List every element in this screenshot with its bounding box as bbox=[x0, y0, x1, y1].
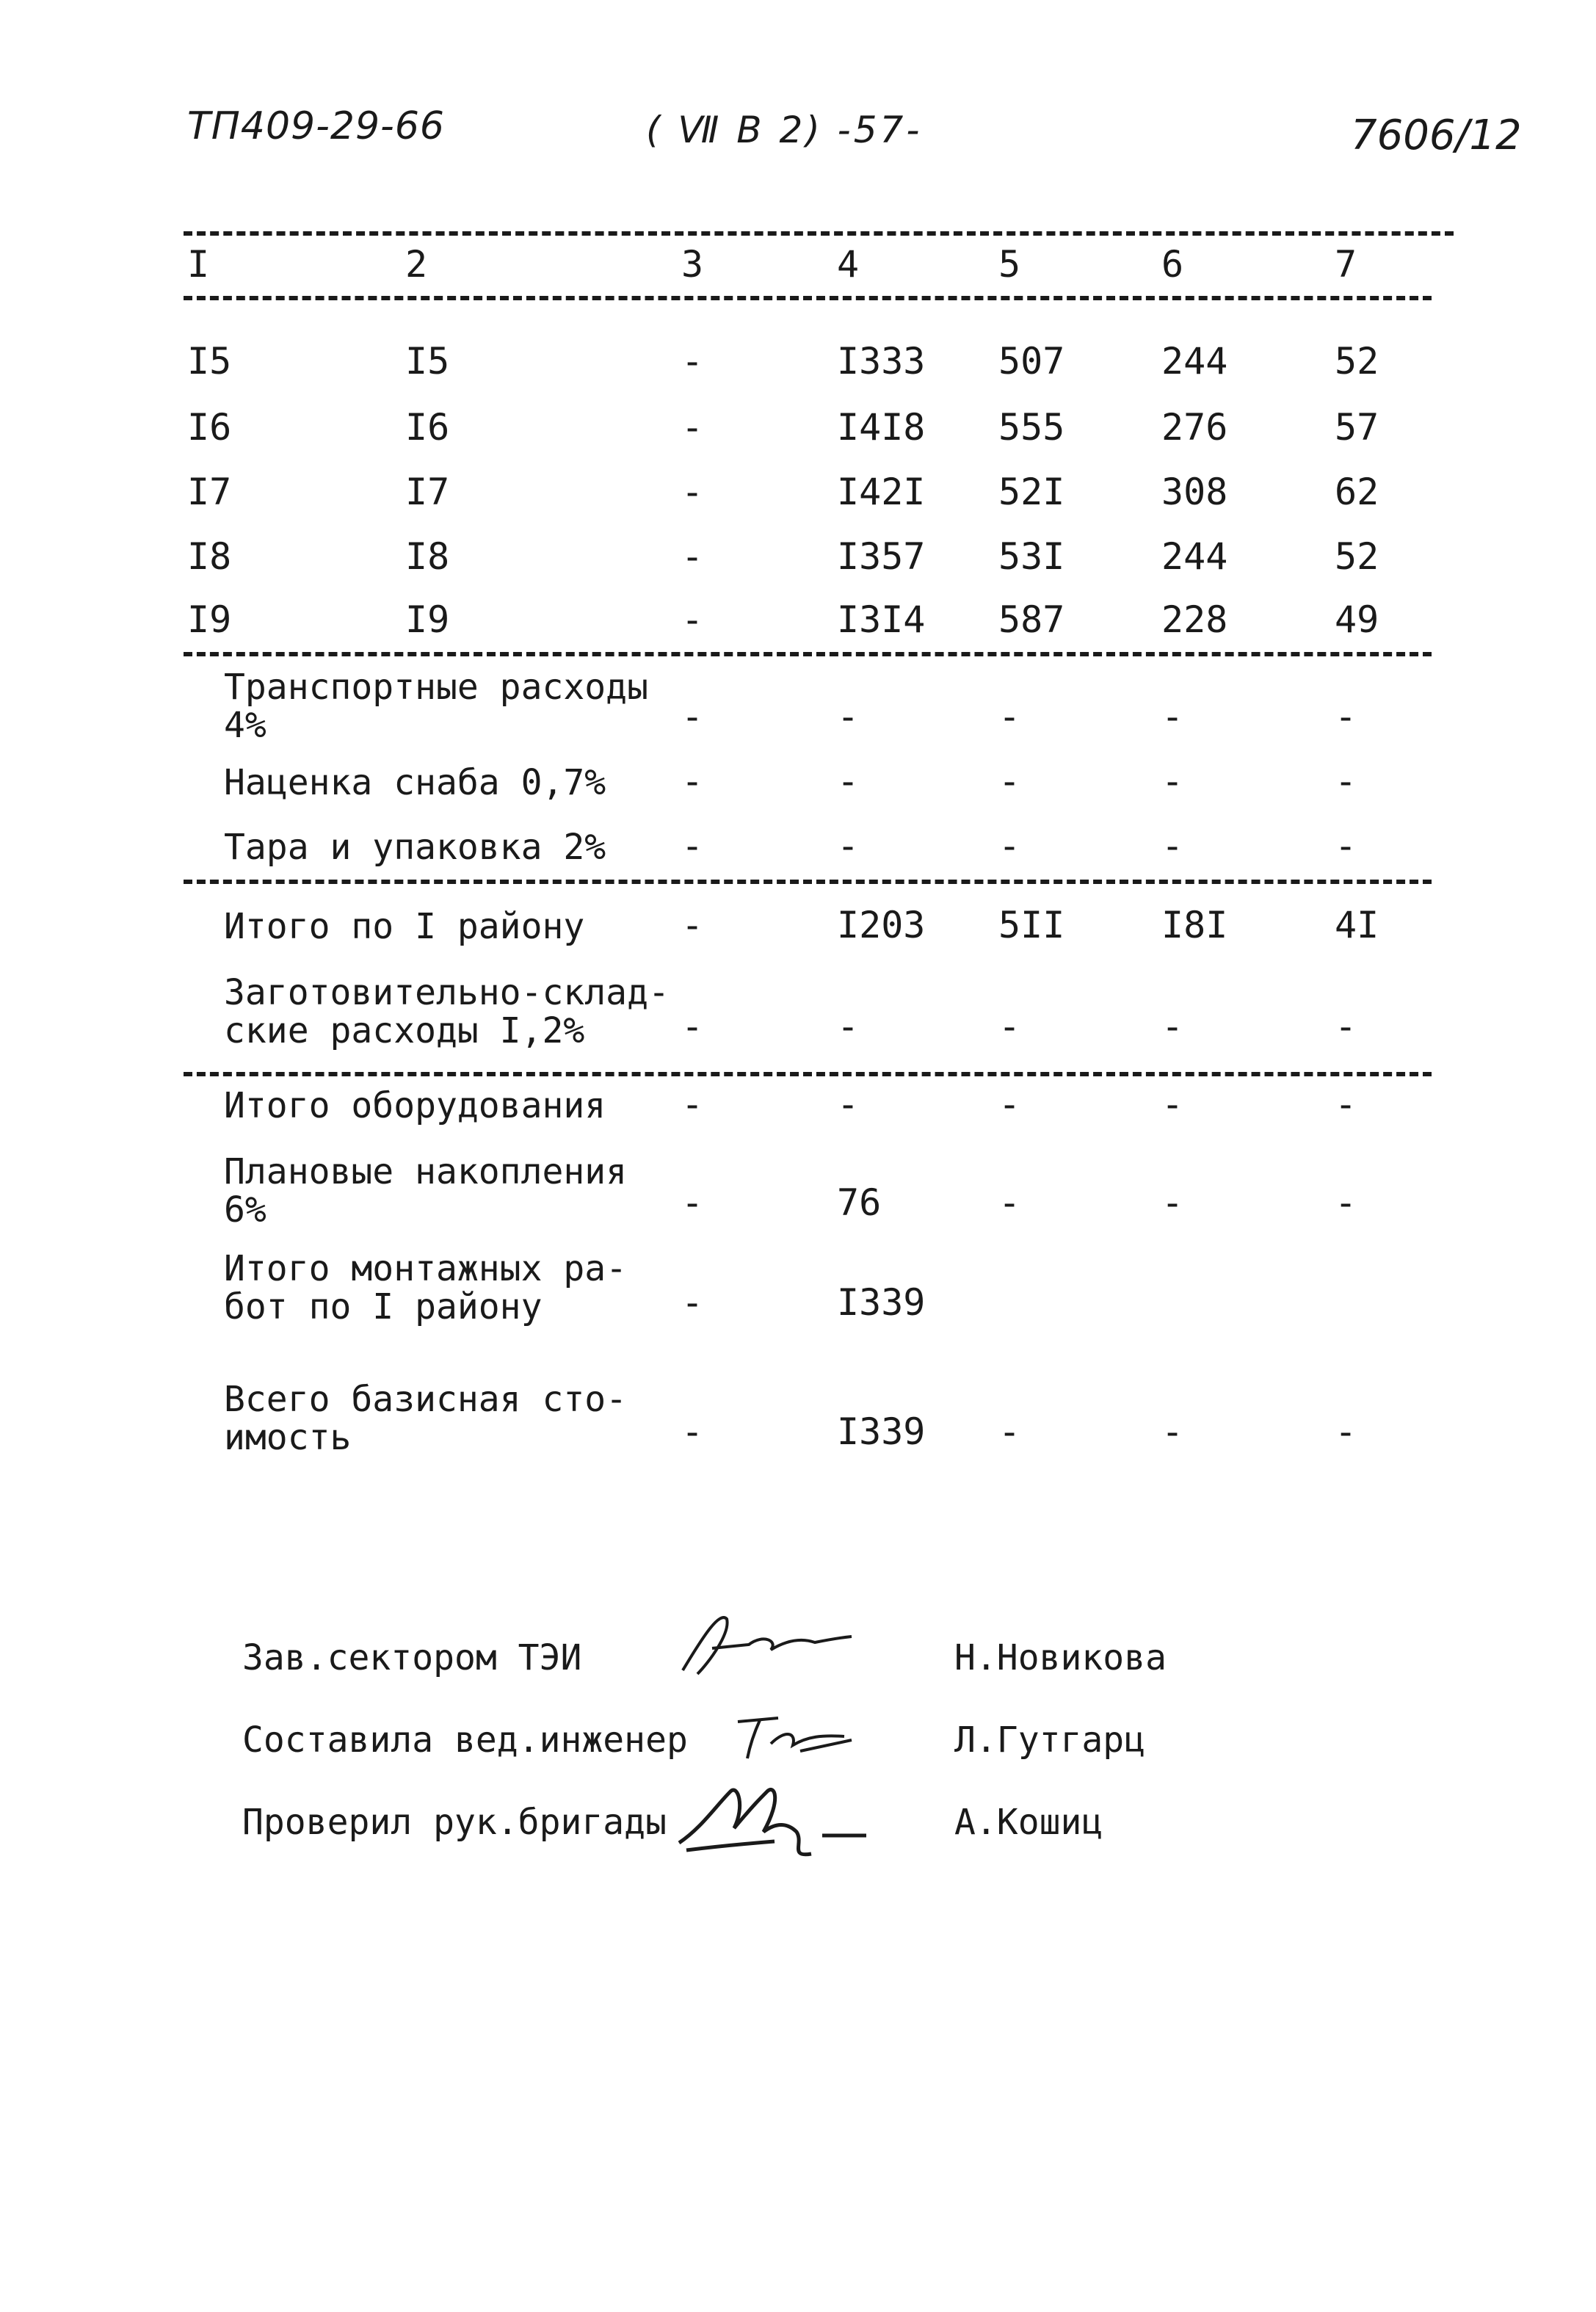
summary-cell: 5II bbox=[998, 904, 1065, 946]
col-header: 5 bbox=[998, 243, 1021, 286]
sheet-ref: ( Ⅶ В 2) -57- bbox=[646, 109, 923, 151]
col-header: 3 bbox=[681, 243, 704, 286]
col-header: 2 bbox=[405, 243, 428, 286]
table-cell: 228 bbox=[1161, 598, 1228, 641]
summary-label: Плановые накопления 6% bbox=[224, 1151, 628, 1231]
table-cell: 507 bbox=[998, 340, 1065, 383]
summary-label: Заготовительно-склад- ские расходы I,2% bbox=[224, 972, 670, 1051]
summary-cell: - bbox=[1161, 695, 1184, 738]
signature-name: А.Кошиц bbox=[954, 1802, 1103, 1843]
summary-cell: - bbox=[998, 825, 1021, 867]
col-header: 7 bbox=[1335, 243, 1357, 286]
summary-cell: I203 bbox=[837, 904, 926, 946]
summary-cell: - bbox=[1335, 1005, 1357, 1048]
table-cell: I8 bbox=[187, 535, 232, 578]
summary-cell: - bbox=[1335, 760, 1357, 802]
rule-header-bottom bbox=[184, 296, 1432, 300]
table-cell: I6 bbox=[187, 406, 232, 449]
summary-cell: 4I bbox=[1335, 904, 1379, 946]
handwritten-signature-mark bbox=[672, 1762, 877, 1872]
archive-number: 7606/12 bbox=[1351, 112, 1522, 159]
summary-cell: - bbox=[837, 1083, 860, 1126]
summary-label: Наценка снаба 0,7% bbox=[224, 762, 606, 803]
rule-before-equipment bbox=[184, 1072, 1432, 1076]
summary-cell: - bbox=[681, 904, 704, 946]
summary-cell: - bbox=[998, 1410, 1021, 1453]
table-cell: I5 bbox=[405, 340, 450, 383]
table-cell: I6 bbox=[405, 406, 450, 449]
table-cell: 276 bbox=[1161, 406, 1228, 449]
table-cell: I7 bbox=[405, 471, 450, 513]
summary-cell: - bbox=[1335, 1410, 1357, 1453]
summary-cell: - bbox=[1335, 825, 1357, 867]
table-cell: I5 bbox=[187, 340, 232, 383]
summary-cell: - bbox=[681, 760, 704, 802]
table-cell: 555 bbox=[998, 406, 1065, 449]
summary-cell: - bbox=[1161, 1181, 1184, 1224]
table-cell: 53I bbox=[998, 535, 1065, 578]
summary-cell: I339 bbox=[837, 1410, 926, 1453]
table-cell: 52 bbox=[1335, 340, 1379, 383]
summary-cell: - bbox=[681, 1005, 704, 1048]
table-cell: I3I4 bbox=[837, 598, 926, 641]
table-cell: 308 bbox=[1161, 471, 1228, 513]
summary-label: Итого по I району bbox=[224, 906, 585, 947]
summary-cell: - bbox=[681, 1181, 704, 1224]
table-cell: - bbox=[681, 471, 704, 513]
table-cell: I42I bbox=[837, 471, 926, 513]
table-cell: 244 bbox=[1161, 340, 1228, 383]
summary-cell: - bbox=[837, 1005, 860, 1048]
doc-code: ТП409-29-66 bbox=[187, 104, 445, 148]
table-cell: I4I8 bbox=[837, 406, 926, 449]
summary-cell: - bbox=[681, 1281, 704, 1324]
table-cell: 52I bbox=[998, 471, 1065, 513]
table-cell: I8 bbox=[405, 535, 450, 578]
table-cell: 244 bbox=[1161, 535, 1228, 578]
col-header: I bbox=[187, 243, 210, 286]
signature-title: Составила вед.инженер bbox=[242, 1719, 688, 1761]
summary-cell: - bbox=[1161, 825, 1184, 867]
handwritten-signature-mark bbox=[727, 1707, 874, 1766]
summary-cell: - bbox=[1161, 1083, 1184, 1126]
summary-cell: - bbox=[1335, 1181, 1357, 1224]
summary-cell: - bbox=[998, 760, 1021, 802]
table-cell: I7 bbox=[187, 471, 232, 513]
summary-cell: I339 bbox=[837, 1281, 926, 1324]
summary-cell: - bbox=[1335, 1083, 1357, 1126]
summary-cell: - bbox=[837, 695, 860, 738]
col-header: 6 bbox=[1161, 243, 1184, 286]
summary-label: Тара и упаковка 2% bbox=[224, 827, 606, 868]
table-cell: I357 bbox=[837, 535, 926, 578]
table-cell: 49 bbox=[1335, 598, 1379, 641]
summary-cell: - bbox=[1335, 695, 1357, 738]
signature-title: Проверил рук.бригады bbox=[242, 1802, 667, 1843]
signature-title: Зав.сектором ТЭИ bbox=[242, 1637, 582, 1678]
summary-label: Транспортные расходы 4% bbox=[224, 667, 648, 746]
summary-cell: - bbox=[998, 1005, 1021, 1048]
table-cell: 587 bbox=[998, 598, 1065, 641]
summary-label: Итого монтажных ра- бот по I району bbox=[224, 1248, 628, 1327]
signature-name: Н.Новикова bbox=[954, 1637, 1167, 1678]
summary-label: Всего базисная сто- имость bbox=[224, 1379, 628, 1458]
summary-cell: - bbox=[998, 695, 1021, 738]
summary-cell: - bbox=[681, 1410, 704, 1453]
table-cell: - bbox=[681, 535, 704, 578]
summary-cell: - bbox=[681, 825, 704, 867]
table-cell: I9 bbox=[187, 598, 232, 641]
summary-cell: - bbox=[998, 1181, 1021, 1224]
summary-cell: - bbox=[998, 1083, 1021, 1126]
rule-before-total bbox=[184, 880, 1432, 884]
table-cell: - bbox=[681, 340, 704, 383]
summary-cell: - bbox=[1161, 1005, 1184, 1048]
col-header: 4 bbox=[837, 243, 860, 286]
summary-cell: - bbox=[681, 1083, 704, 1126]
summary-cell: - bbox=[681, 695, 704, 738]
table-cell: - bbox=[681, 406, 704, 449]
table-cell: I9 bbox=[405, 598, 450, 641]
summary-cell: 76 bbox=[837, 1181, 882, 1224]
summary-cell: - bbox=[1161, 760, 1184, 802]
table-cell: 62 bbox=[1335, 471, 1379, 513]
summary-cell: - bbox=[1161, 1410, 1184, 1453]
summary-cell: - bbox=[837, 825, 860, 867]
signature-name: Л.Гутгарц bbox=[954, 1719, 1146, 1761]
table-cell: 57 bbox=[1335, 406, 1379, 449]
rule-top bbox=[184, 231, 1454, 236]
handwritten-signature-mark bbox=[668, 1604, 859, 1685]
table-cell: 52 bbox=[1335, 535, 1379, 578]
table-cell: I333 bbox=[837, 340, 926, 383]
rule-after-rows bbox=[184, 652, 1432, 656]
table-cell: - bbox=[681, 598, 704, 641]
summary-cell: - bbox=[837, 760, 860, 802]
summary-cell: I8I bbox=[1161, 904, 1228, 946]
summary-label: Итого оборудования bbox=[224, 1085, 606, 1126]
